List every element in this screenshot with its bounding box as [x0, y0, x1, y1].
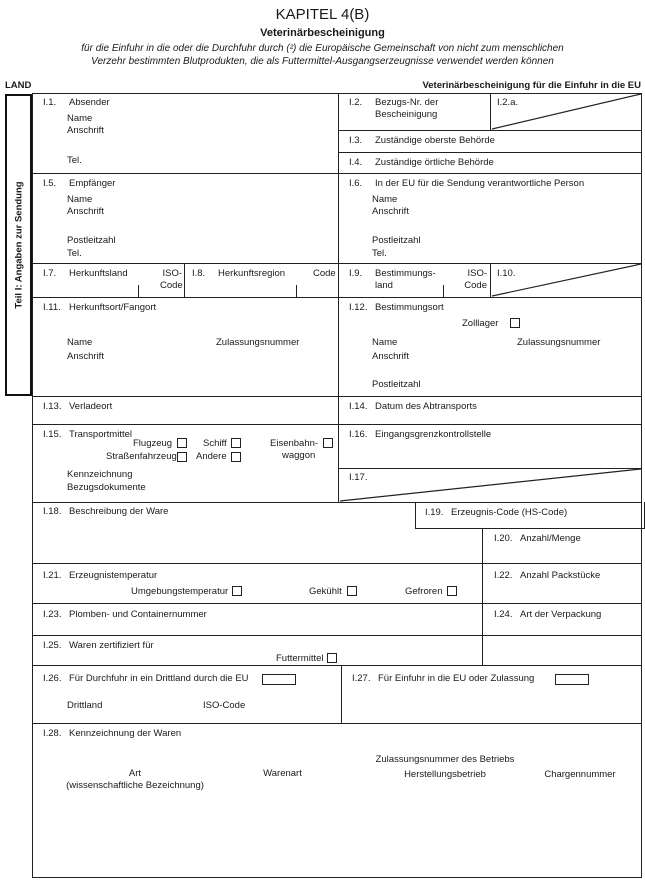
field-i7-label: I.7. Herkunftsland — [43, 268, 128, 279]
field-i10-label: I.10. — [497, 268, 516, 279]
field-i12-bonded-label: Zolllager — [462, 318, 499, 329]
field-i1-label: I.1. Absender — [43, 97, 110, 108]
field-i7-iso: ISO- Code — [160, 268, 183, 291]
intro-line-2: Verzehr bestimmten Blutprodukten, die als Futtermittel-Ausgangserzeugnisse verwendet werden können — [91, 56, 554, 67]
bonded-warehouse-checkbox[interactable] — [510, 318, 520, 328]
field-i2a-label: I.2.a. — [497, 97, 519, 108]
feed-label: Futtermittel — [276, 653, 324, 664]
field-i26-label: I.26. Für Durchfuhr in ein Drittland durch die EU — [43, 673, 249, 684]
transport-road-checkbox[interactable] — [177, 452, 187, 462]
field-i6-address: Anschrift — [372, 206, 409, 217]
transport-plane-checkbox[interactable] — [177, 438, 187, 448]
col-nature: Warenart — [263, 768, 302, 779]
field-i1-input-area[interactable] — [120, 110, 330, 170]
field-i8-label: I.8. Herkunftsregion — [192, 268, 286, 279]
transport-other-checkbox[interactable] — [231, 452, 241, 462]
feed-checkbox[interactable] — [327, 653, 337, 663]
field-i8-code: Code — [313, 268, 336, 279]
field-i20-label: I.20. Anzahl/Menge — [494, 533, 581, 544]
transport-ship-label: Schiff — [203, 438, 227, 449]
field-i26-third-country: Drittland — [67, 700, 103, 711]
transport-plane-label: Flugzeug — [133, 438, 173, 449]
temp-ambient-label: Umgebungstemperatur — [131, 586, 229, 597]
field-i12-postcode: Postleitzahl — [372, 379, 421, 390]
field-i28-label: I.28. Kennzeichnung der Waren — [43, 728, 182, 739]
transport-rail-checkbox[interactable] — [323, 438, 333, 448]
field-i16-label: I.16. Eingangsgrenzkontrollstelle — [349, 429, 492, 440]
transport-road-label: Straßenfahrzeug — [106, 451, 177, 462]
field-i15-label: I.15. Transportmittel — [43, 429, 132, 440]
field-i18-label: I.18. Beschreibung der Ware — [43, 506, 169, 517]
field-i6-name: Name — [372, 194, 398, 205]
side-label-text: Teil I: Angaben zur Sendung — [13, 181, 24, 309]
field-i15-identification: Kennzeichnung — [67, 469, 133, 480]
field-i6-tel: Tel. — [372, 248, 387, 259]
field-i2-label: I.2. Bezugs-Nr. der — [349, 97, 439, 108]
field-i12-label: I.12. Bestimmungsort — [349, 302, 444, 313]
temp-chilled-label: Gekühlt — [309, 586, 342, 597]
field-i11-approval: Zulassungsnummer — [216, 337, 300, 348]
col-batch: Chargennummer — [544, 769, 616, 780]
field-i12-address: Anschrift — [372, 351, 409, 362]
field-i13-label: I.13. Verladeort — [43, 401, 113, 412]
transport-rail-label: Eisenbahn- waggon — [270, 438, 319, 461]
field-i12-name: Name — [372, 337, 398, 348]
field-i5-tel: Tel. — [67, 248, 82, 259]
page-title: KAPITEL 4(B) — [275, 6, 370, 23]
field-i5-name: Name — [67, 194, 93, 205]
transport-other-label: Andere — [196, 451, 227, 462]
temp-chilled-checkbox[interactable] — [347, 586, 357, 596]
temp-ambient-checkbox[interactable] — [232, 586, 242, 596]
field-i9-label-line2: land — [375, 280, 393, 291]
field-i6-postcode: Postleitzahl — [372, 235, 421, 246]
field-i21-label: I.21. Erzeugnistemperatur — [43, 570, 158, 581]
field-i5-postcode: Postleitzahl — [67, 235, 116, 246]
part-one-side-label — [5, 94, 32, 396]
field-i14-label: I.14. Datum des Abtransports — [349, 401, 477, 412]
field-i3-label: I.3. Zuständige oberste Behörde — [349, 135, 495, 146]
field-i9-label: I.9. Bestimmungs- — [349, 268, 436, 279]
field-i1-address: Anschrift — [67, 125, 104, 136]
field-i4-label: I.4. Zuständige örtliche Behörde — [349, 157, 494, 168]
field-i19-label: I.19. Erzeugnis-Code (HS-Code) — [425, 507, 568, 518]
col-species: Art (wissenschaftliche Bezeichnung) — [66, 768, 204, 791]
transit-checkbox[interactable] — [262, 674, 296, 685]
transport-ship-checkbox[interactable] — [231, 438, 241, 448]
certificate-subtitle: Veterinärbescheinigung — [260, 27, 385, 39]
field-i27-label: I.27. Für Einfuhr in die EU oder Zulassung — [352, 673, 535, 684]
field-i11-label: I.11. Herkunftsort/Fangort — [43, 302, 157, 313]
field-i5-address: Anschrift — [67, 206, 104, 217]
i17-strikethrough — [338, 468, 642, 502]
field-i26-iso: ISO-Code — [203, 700, 246, 711]
field-i6-label: I.6. In der EU für die Sendung verantwortliche Person — [349, 178, 585, 189]
col-approval: Zulassungsnummer des Betriebs Herstellungsbetrieb — [375, 754, 515, 780]
field-i15-documents: Bezugsdokumente — [67, 482, 146, 493]
field-i9-iso: ISO- Code — [464, 268, 487, 291]
temp-frozen-label: Gefroren — [405, 586, 443, 597]
field-i1-tel: Tel. — [67, 155, 82, 166]
field-i12-approval: Zulassungsnummer — [517, 337, 601, 348]
field-i22-label: I.22. Anzahl Packstücke — [494, 570, 601, 581]
field-i23-label: I.23. Plomben- und Containernummer — [43, 609, 207, 620]
intro-text — [0, 42, 645, 68]
field-i11-address: Anschrift — [67, 351, 104, 362]
field-i25-label: I.25. Waren zertifiziert für — [43, 640, 154, 651]
field-i2-label-line2: Bescheinigung — [375, 109, 438, 120]
field-i17-label: I.17. — [349, 472, 368, 483]
country-label: LAND — [5, 80, 32, 91]
field-i24-label: I.24. Art der Verpackung — [494, 609, 602, 620]
field-i5-label: I.5. Empfänger — [43, 178, 116, 189]
field-i1-name: Name — [67, 113, 93, 124]
intro-line-1: für die Einfuhr in die oder die Durchfuhr durch (²) die Europäische Gemeinschaft von nicht zum menschlichen — [81, 43, 564, 54]
field-i11-name: Name — [67, 337, 93, 348]
temp-frozen-checkbox[interactable] — [447, 586, 457, 596]
certificate-heading: Veterinärbescheinigung für die Einfuhr in die EU — [422, 80, 641, 91]
import-checkbox[interactable] — [555, 674, 589, 685]
